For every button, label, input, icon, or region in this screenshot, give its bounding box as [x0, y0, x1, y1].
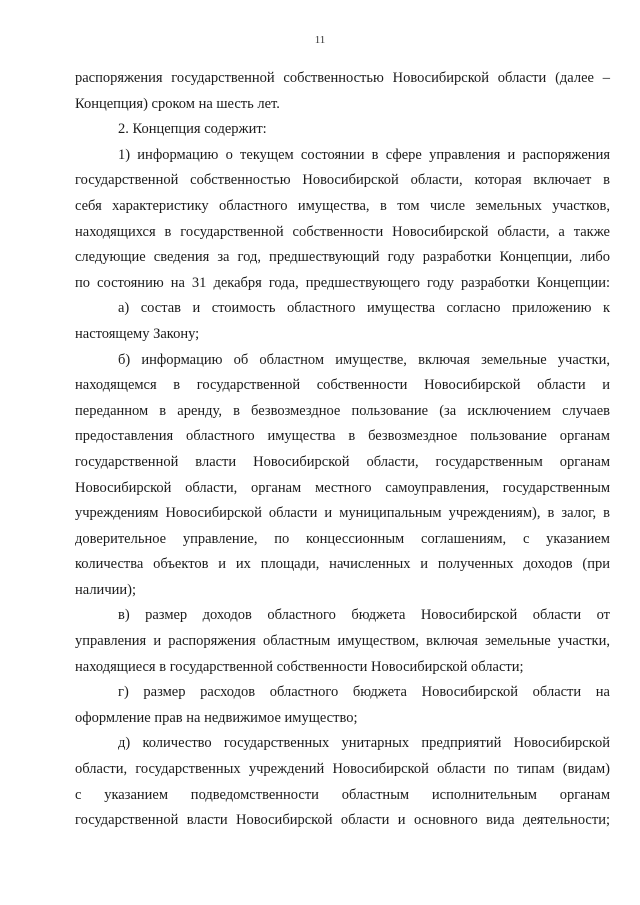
text-line: себя характеристику областного имущества, в том числе земельных участков, — [75, 197, 610, 214]
text-line: по состоянию на 31 декабря года, предшествующего году разработки Концепции: — [75, 274, 610, 291]
text-line: доверительное управление, по концессионным соглашениям, с указанием — [75, 530, 610, 547]
text-line: государственной власти Новосибирской области и основного вида деятельности; — [75, 812, 610, 829]
paragraph-heading: 2. Концепция содержит: — [118, 121, 267, 138]
text-line: д) количество государственных унитарных предприятий Новосибирской — [118, 735, 610, 752]
text-line: Концепция) сроком на шесть лет. — [75, 95, 280, 112]
text-line: находящихся в государственной собственности Новосибирской области, а также — [75, 223, 610, 240]
text-line: 1) информацию о текущем состоянии в сфере управления и распоряжения — [118, 146, 610, 163]
text-line: предоставления областного имущества в безвозмездное пользование органам — [75, 428, 610, 445]
page-number: 11 — [314, 34, 326, 46]
text-line: следующие сведения за год, предшествующий году разработки Концепции, либо — [75, 249, 610, 266]
text-line: Новосибирской области, органам местного самоуправления, государственным — [75, 479, 610, 496]
text-line: учреждениям Новосибирской области и муниципальным учреждениям), в залог, в — [75, 505, 610, 522]
text-line: количества объектов и их площади, начисленных и полученных доходов (при — [75, 556, 610, 573]
text-line: в) размер доходов областного бюджета Новосибирской области от — [118, 607, 610, 624]
text-line: находящиеся в государственной собственности Новосибирской области; — [75, 658, 524, 675]
text-line: с указанием подведомственности областным исполнительным органам — [75, 786, 610, 803]
text-line: области, государственных учреждений Новосибирской области по типам (видам) — [75, 761, 610, 778]
text-line: государственной власти Новосибирской области, государственным органам — [75, 453, 610, 470]
text-line: оформление прав на недвижимое имущество; — [75, 709, 358, 726]
text-line: а) состав и стоимость областного имущества согласно приложению к — [118, 300, 610, 317]
document-body — [75, 66, 610, 834]
text-line: г) размер расходов областного бюджета Новосибирской области на — [118, 684, 610, 701]
text-line: наличии); — [75, 581, 136, 598]
text-line: управления и распоряжения областным имуществом, включая земельные участки, — [75, 633, 610, 650]
text-line: распоряжения государственной собственностью Новосибирской области (далее – — [75, 70, 610, 86]
text-line: переданном в аренду, в безвозмездное пользование (за исключением случаев — [75, 402, 610, 419]
text-line: б) информацию об областном имуществе, включая земельные участки, — [118, 351, 610, 368]
text-line: государственной собственностью Новосибирской области, которая включает в — [75, 172, 610, 189]
text-line: находящемся в государственной собственности Новосибирской области и — [75, 377, 610, 394]
text-line: настоящему Закону; — [75, 325, 200, 342]
